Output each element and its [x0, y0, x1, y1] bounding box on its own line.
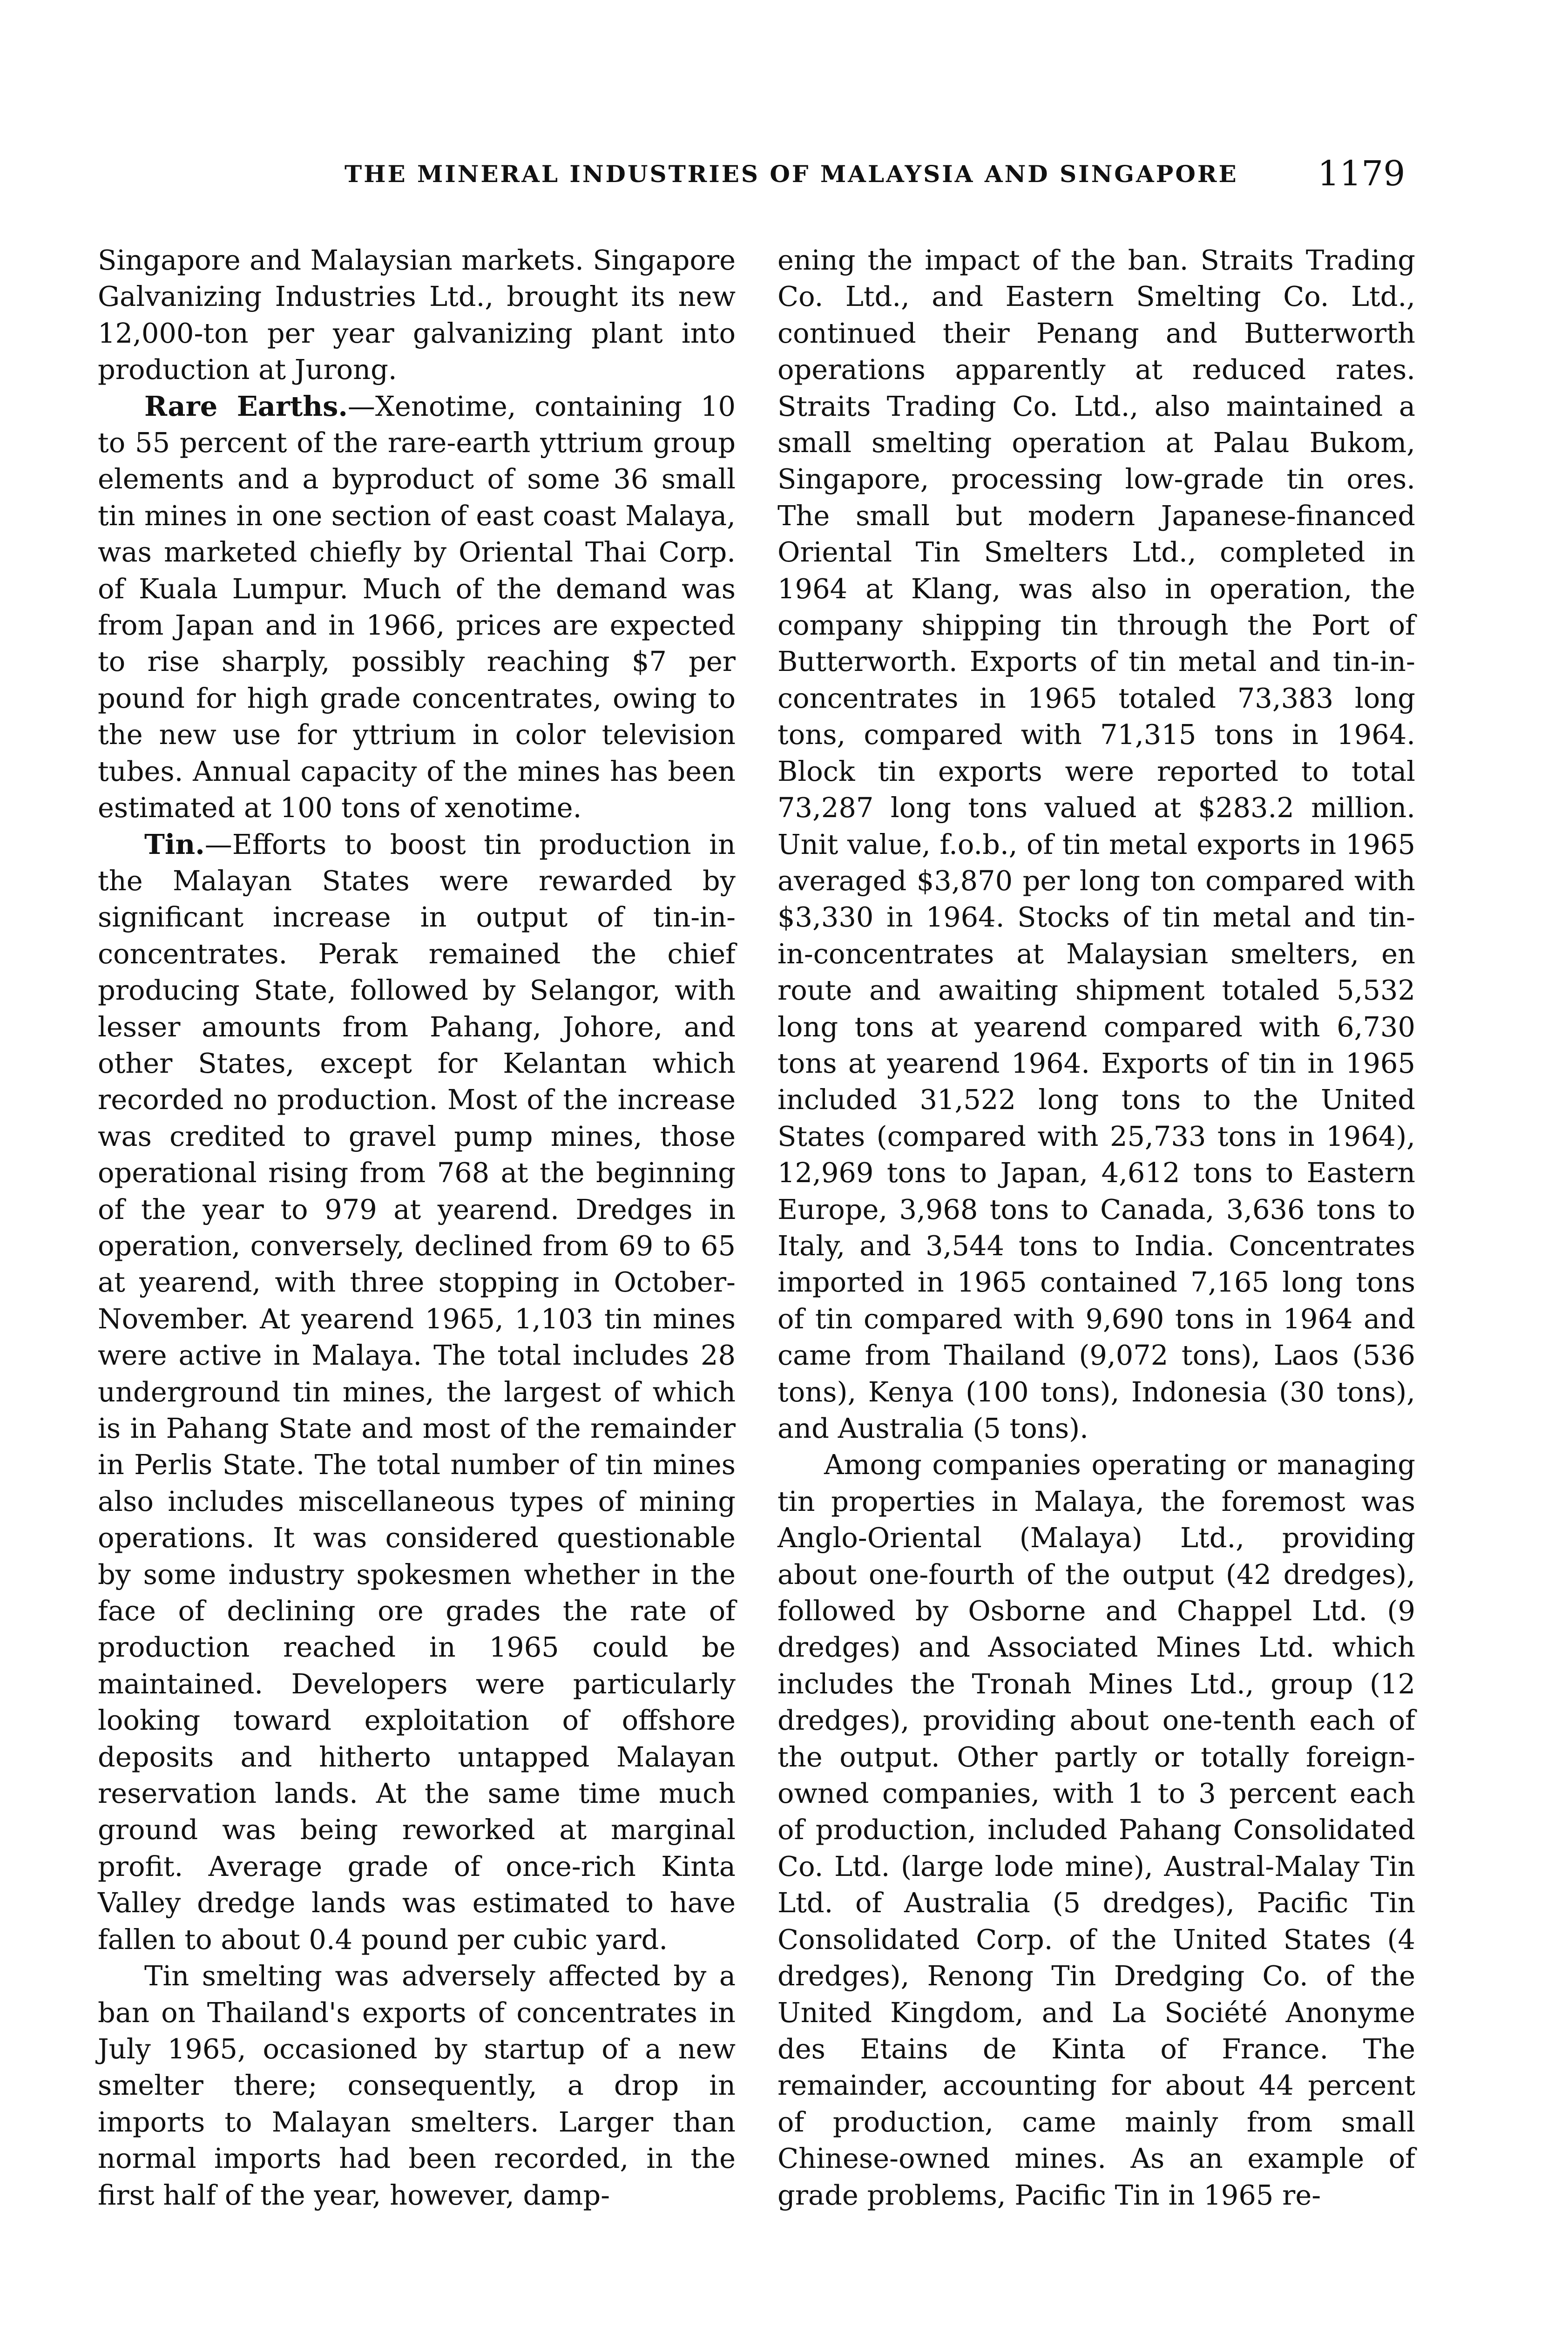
paragraph-tin	[98, 826, 736, 1958]
section-heading-tin: Tin.	[144, 828, 205, 860]
running-title: THE MINERAL INDUSTRIES OF MALAYSIA AND SINGAPORE	[345, 160, 1238, 188]
section-heading-rare-earths: Rare Earths.	[144, 390, 348, 422]
paragraph-tin-body: —Efforts to boost tin production in the Malayan States were rewarded by significant increase in output of tin-in-concentrates. Perak remained the chief producing State, followed by Selangor, with lesser amounts from Pahang, Johore, and other States, except for Kelantan which recorded no production. Most of the increase was credited to gravel pump mines, those operational rising from 768 at the beginning of the year to 979 at yearend. Dredges in operation, conversely, declined from 69 to 65 at yearend, with three stopping in October-November. At yearend 1965, 1,103 tin mines were active in Malaya. The total includes 28 underground tin mines, the largest of which is in Pahang State and most of the remainder in Perlis State. The total number of tin mines also includes miscellaneous types of mining operations. It was considered questionable by some industry spokesmen whether in the face of declining ore grades the rate of production reached in 1965 could be maintained. Developers were particularly looking toward exploitation of offshore deposits and hitherto untapped Malayan reservation lands. At the same time much ground was being reworked at marginal profit. Average grade of once-rich Kinta Valley dredge lands was estimated to have fallen to about 0.4 pound per cubic yard.	[98, 828, 736, 1956]
page-header	[0, 154, 1568, 194]
right-column	[777, 242, 1415, 2213]
paragraph-rare-earths-body: —Xenotime, containing 10 to 55 percent of the rare-earth yttrium group elements and a byproduct of some 36 small tin mines in one section of east coast Malaya, was marketed chiefly by Oriental Thai Corp. of Kuala Lumpur. Much of the demand was from Japan and in 1966, prices are expected to rise sharply, possibly reaching $7 per pound for high grade concentrates, owing to the new use for yttrium in color television tubes. Annual capacity of the mines has been estimated at 100 tons of xenotime.	[98, 390, 736, 824]
page-number: 1179	[1318, 154, 1406, 194]
paragraph-tin-smelting: Tin smelting was adversely affected by a ban on Thailand's exports of concentrates in July 1965, occasioned by startup of a new smelter there; consequently, a drop in imports to Malayan smelters. Larger than normal imports had been recorded, in the first half of the year, however, damp-	[98, 1960, 736, 2211]
paragraph-exports: ening the impact of the ban. Straits Trading Co. Ltd., and Eastern Smelting Co. Ltd., continued their Penang and Butterworth operations apparently at reduced rates. Straits Trading Co. Ltd., also maintained a small smelting operation at Palau Bukom, Singapore, processing low-grade tin ores. The small but modern Japanese-financed Oriental Tin Smelters Ltd., completed in 1964 at Klang, was also in operation, the company shipping tin through the Port of Butterworth. Exports of tin metal and tin-in-concentrates in 1965 totaled 73,383 long tons, compared with 71,315 tons in 1964. Block tin exports were reported to total 73,287 long tons valued at $283.2 million. Unit value, f.o.b., of tin metal exports in 1965 averaged $3,870 per long ton compared with $3,330 in 1964. Stocks of tin metal and tin-in-concentrates at Malaysian smelters, en route and awaiting shipment totaled 5,532 long tons at yearend compared with 6,730 tons at yearend 1964. Exports of tin in 1965 included 31,522 long tons to the United States (compared with 25,733 tons in 1964), 12,969 tons to Japan, 4,612 tons to Eastern Europe, 3,968 tons to Canada, 3,636 tons to Italy, and 3,544 tons to India. Concentrates imported in 1965 contained 7,165 long tons of tin compared with 9,690 tons in 1964 and came from Thailand (9,072 tons), Laos (536 tons), Kenya (100 tons), Indonesia (30 tons), and Australia (5 tons).	[777, 244, 1415, 1444]
paragraph-companies: Among companies operating or managing tin properties in Malaya, the foremost was Anglo-Oriental (Malaya) Ltd., providing about one-fourth of the output (42 dredges), followed by Osborne and Chappel Ltd. (9 dredges) and Associated Mines Ltd. which includes the Tronah Mines Ltd., group (12 dredges), providing about one-tenth each of the output. Other partly or totally foreign-owned companies, with 1 to 3 percent each of production, included Pahang Consolidated Co. Ltd. (large lode mine), Austral-Malay Tin Ltd. of Australia (5 dredges), Pacific Tin Consolidated Corp. of the United States (4 dredges), Renong Tin Dredging Co. of the United Kingdom, and La Société Anonyme des Etains de Kinta of France. The remainder, accounting for about 44 percent of production, came mainly from small Chinese-owned mines. As an example of grade problems, Pacific Tin in 1965 re-	[777, 1448, 1415, 2211]
left-column	[98, 242, 736, 2213]
paragraph-rare-earths	[98, 388, 736, 826]
paragraph-singapore-markets: Singapore and Malaysian markets. Singapore Galvanizing Industries Ltd., brought its new 12,000-ton per year galvanizing plant into production at Jurong.	[98, 244, 736, 386]
